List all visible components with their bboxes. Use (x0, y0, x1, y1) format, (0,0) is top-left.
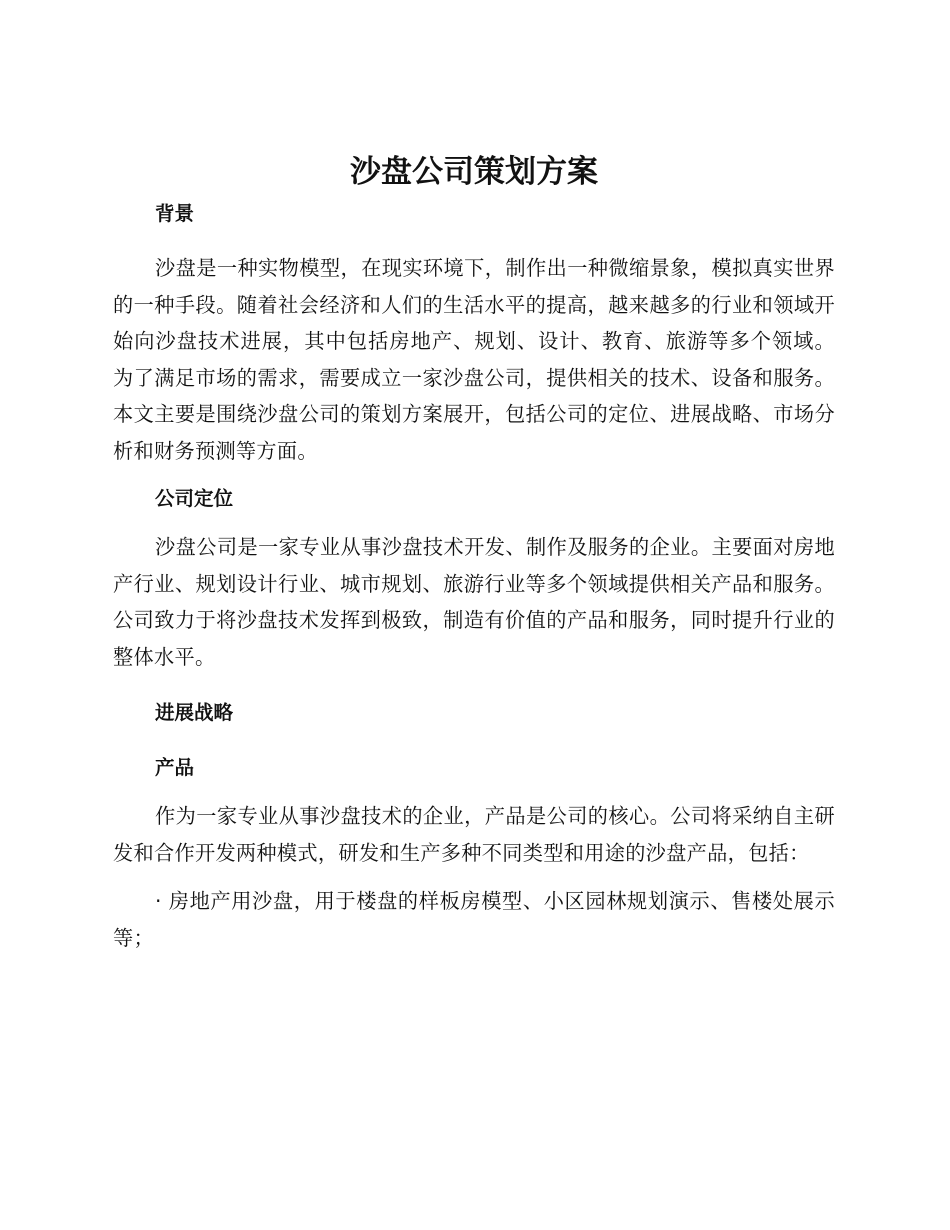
section-heading-positioning: 公司定位 (155, 487, 234, 510)
section-heading-background: 背景 (155, 202, 195, 225)
paragraph-positioning: 沙盘公司是一家专业从事沙盘技术开发、制作及服务的企业。主要面对房地产行业、规划设计行业、城市规划、旅游行业等多个领域提供相关产品和服务。公司致力于将沙盘技术发挥到极致，制造有价值的产品和服务，同时提升行业的整体水平。 (113, 535, 835, 669)
list-item-real-estate: · 房地产用沙盘，用于楼盘的样板房模型、小区园林规划演示、售楼处展示等； (113, 889, 835, 950)
paragraph-product: 作为一家专业从事沙盘技术的企业，产品是公司的核心。公司将采纳自主研发和合作开发两种模式，研发和生产多种不同类型和用途的沙盘产品，包括： (113, 804, 835, 865)
section-heading-product: 产品 (155, 756, 195, 779)
document-title: 沙盘公司策划方案 (350, 154, 598, 190)
section-heading-strategy: 进展战略 (155, 701, 234, 724)
document-body (113, 152, 835, 956)
paragraph-background: 沙盘是一种实物模型，在现实环境下，制作出一种微缩景象，模拟真实世界的一种手段。随着社会经济和人们的生活水平的提高，越来越多的行业和领域开始向沙盘技术进展，其中包括房地产、规划、设计、教育、旅游等多个领域。 为了满足市场的需求，需要成立一家沙盘公司，提供相关的技术、设备和服务。本文主要是围绕沙盘公司的策划方案展开，包括公司的定位、进展战略、市场分析和财务预测等方面。 (113, 256, 835, 463)
